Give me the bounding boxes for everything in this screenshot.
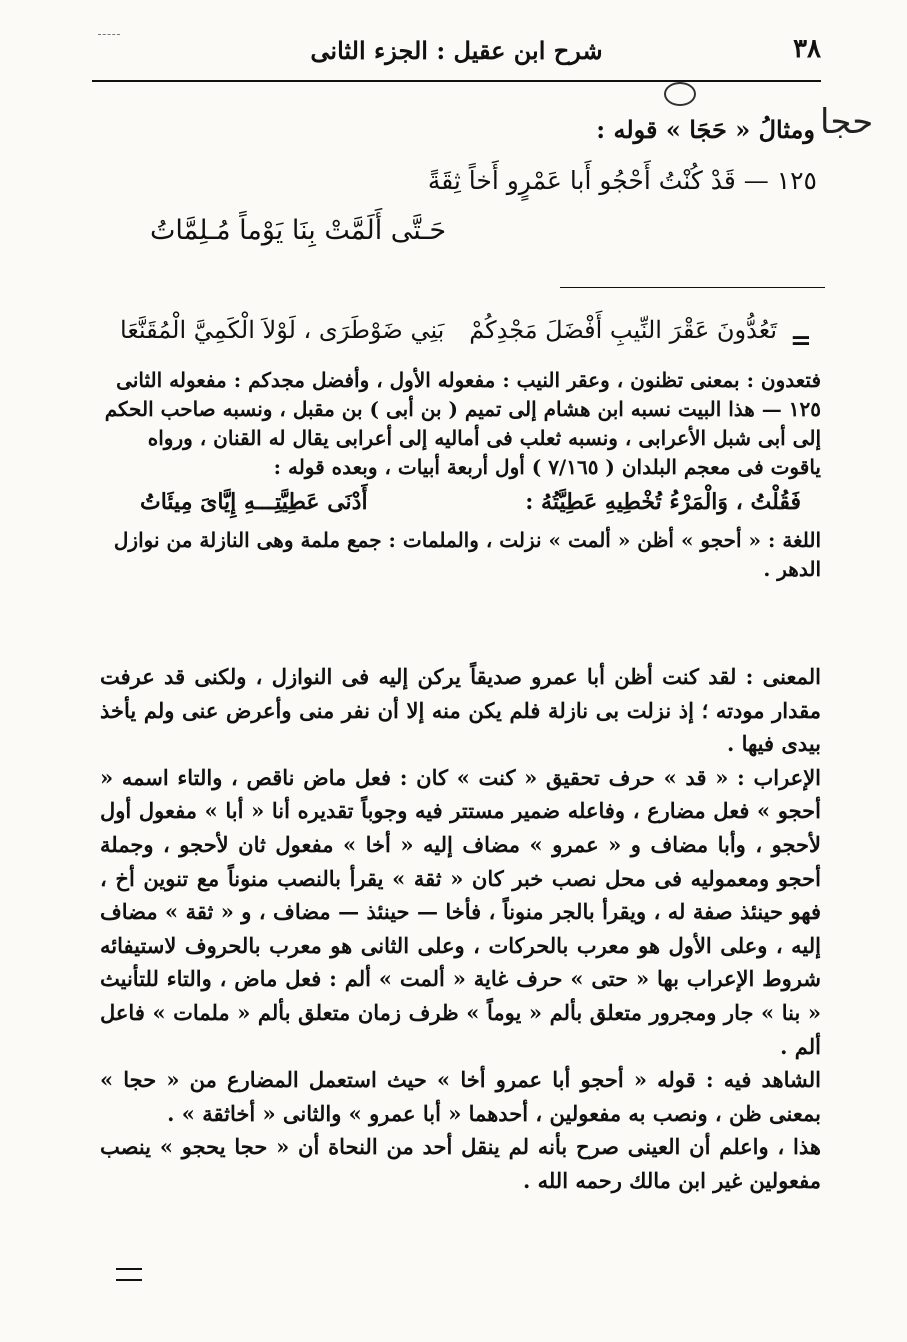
irab-paragraph: الإعراب : « قد » حرف تحقيق « كنت » كان : فعل ماض ناقص ، والتاء اسمه « أحجو » فعل مضارع ، وفاعله ضمير مستتر فيه وجوباً تقديره أنا « أبا » مفعول أول لأحجو ، وأبا مضاف و « عمرو » مضاف إليه « أخا » مفعول ثان لأحجو ، وجملة أحجو ومعموليه فى محل نصب خبر كان « ثقة » يقرأ بالنصب منوناً مع تنوين أخ ، فهو حينئذ صفة له ، ويقرأ بالجر منوناً ، فأخا — حينئذ — مضاف ، و « ثقة » مضاف إليه ، وعلى الأول هو معرب بالحركات ، وعلى الثانى هو معرب بالحروف لاستيفائه شروط الإعراب بها « حتى » حرف غاية « ألمت » ألم : فعل ماض ، والتاء للتأنيث « بنا » جار ومجرور متعلق بألم « يوماً » ظرف زمان متعلق بألم « ملمات » فاعل ألم . xyxy=(100,764,821,1059)
handwritten-circle-mark xyxy=(664,82,696,106)
shahid-paragraph: الشاهد فيه : قوله « أحجو أبا عمرو أخا » حيث استعمل المضارع من « حجا » بمعنى ظن ، ونصب به مفعولين ، أحدهما « أبا عمرو » والثانى « أخاثقة » . xyxy=(100,1067,821,1126)
closing-paragraph: هذا ، واعلم أن العينى صرح بأنه لم ينقل أحد من النحاة أن « حجا يحجو » ينصب مفعولين غير ابن مالك رحمه الله . xyxy=(100,1134,821,1193)
couplet-left-hemistich: بَنِي ضَوْطَرَى ، لَوْلاَ الْكَمِيَّ الْمُقَنَّعَا xyxy=(120,316,445,344)
running-title: شرح ابن عقيل : الجزء الثانى xyxy=(310,36,603,65)
lugha-paragraph: اللغة : « أحجو » أظن « ألمت » نزلت ، والملمات : جمع ملمة وهى النازلة من نوازل الدهر . xyxy=(113,528,821,581)
continuation-double-rule xyxy=(116,1268,142,1281)
maana-paragraph: المعنى : لقد كنت أظن أبا عمرو صديقاً يركن إليه فى النوازل ، ولكنى قد عرفت مقدار مودته ؛ إذ نزلت بى نازلة فلم يكن منه إلا أن نفر منى وأعرض عنى ولم يأخذ بيدى فيها . xyxy=(100,664,821,757)
continuation-marker: = xyxy=(790,326,812,356)
page-number: ٣٨ xyxy=(793,34,821,64)
example-intro: ومثالُ « حَجَا » قوله : xyxy=(596,115,815,144)
footnote-separator xyxy=(560,287,825,288)
commentary-body xyxy=(100,660,821,1198)
couplet-right-hemistich: تَعُدُّونَ عَقْرَ النِّيبِ أَفْضَلَ مَجْدِكُمْ xyxy=(469,316,777,344)
verse-first-hemistich: ١٢٥ — قَدْ كُنْتُ أَحْجُو أَبا عَمْرٍو أَخاً ثِقَةً xyxy=(427,166,817,195)
page-header xyxy=(92,28,821,82)
verse-second-hemistich: حَـتَّى أَلَمَّتْ بِنَا يَوْماً مُـلِمَّاتُ xyxy=(150,215,447,246)
quoted-couplet-left: أَدْنَى عَطِيَّتِـــهِ إِيَّاىَ مِيئَاتُ xyxy=(140,489,368,515)
handwritten-margin-note: حجا xyxy=(820,102,874,142)
footnote-line: فتعدون : بمعنى تظنون ، وعقر النيب : مفعوله الأول ، وأفضل مجدكم : مفعوله الثانى xyxy=(116,368,821,392)
quoted-couplet xyxy=(100,484,821,524)
footnote-paragraph: ١٢٥ — هذا البيت نسبه ابن هشام إلى تميم ( بن أبى ) بن مقبل ، ونسبه صاحب الحكم إلى أبى شبل الأعرابى ، ونسبه ثعلب فى أماليه إلى أعرابى يقال له القنان ، ورواه ياقوت فى معجم البلدان ( ٧/١٦٥ ) أول أربعة أبيات ، وبعده قوله : xyxy=(104,397,821,479)
footnote-couplet xyxy=(120,316,777,360)
quoted-couplet-right: فَقُلْتُ ، وَالْمَرْءُ تُخْطِيهِ عَطِيَّتُهُ : xyxy=(525,489,801,515)
footnote-notes xyxy=(100,366,821,584)
